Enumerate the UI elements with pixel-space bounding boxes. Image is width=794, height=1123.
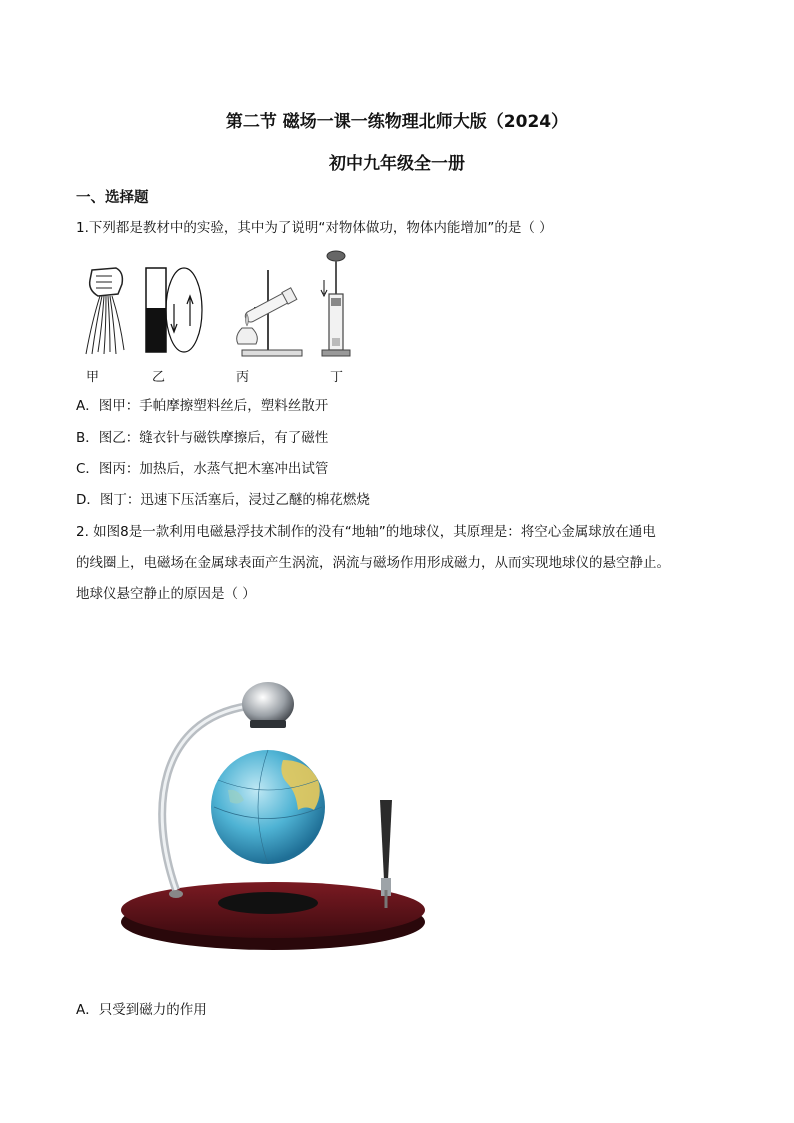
caption-bing: 丙 [236,370,250,385]
question-1-option-a: A．图甲：手帕摩擦塑料丝后，塑料丝散开 [76,398,329,414]
figure-bing-test-tube [222,266,304,360]
figure-ding-piston [316,250,356,362]
figure-yi-magnet [144,264,206,360]
section-heading: 一、选择题 [76,190,149,206]
figure-levitating-globe [118,660,430,950]
question-1-option-b: B．图乙：缝衣针与磁铁摩擦后，有了磁性 [76,430,329,446]
caption-jia: 甲 [86,370,100,385]
question-2-option-a: A．只受到磁力的作用 [76,1002,207,1018]
page-title: 第二节 磁场一课一练物理北师大版（2024） [225,112,569,132]
question-2-stem-line-3: 地球仪悬空静止的原因是（ ） [76,586,256,602]
question-1-stem: 1.下列都是教材中的实验，其中为了说明“对物体做功，物体内能增加”的是（ ） [76,220,553,236]
caption-yi: 乙 [152,370,166,385]
question-2-stem-line-2: 的线圈上，电磁场在金属球表面产生涡流，涡流与磁场作用形成磁力，从而实现地球仪的悬空静止。 [76,555,670,571]
question-1-option-c: C．图丙：加热后，水蒸气把木塞冲出试管 [76,461,329,477]
caption-ding: 丁 [330,370,344,385]
page-subtitle: 初中九年级全一册 [329,154,465,174]
question-2-stem-line-1: 2. 如图8是一款利用电磁悬浮技术制作的没有“地轴”的地球仪，其原理是：将空心金属球放在通电 [76,524,656,540]
figure-jia-hand-strands [82,266,128,358]
question-1-option-d: D．图丁：迅速下压活塞后，浸过乙醚的棉花燃烧 [76,492,370,508]
